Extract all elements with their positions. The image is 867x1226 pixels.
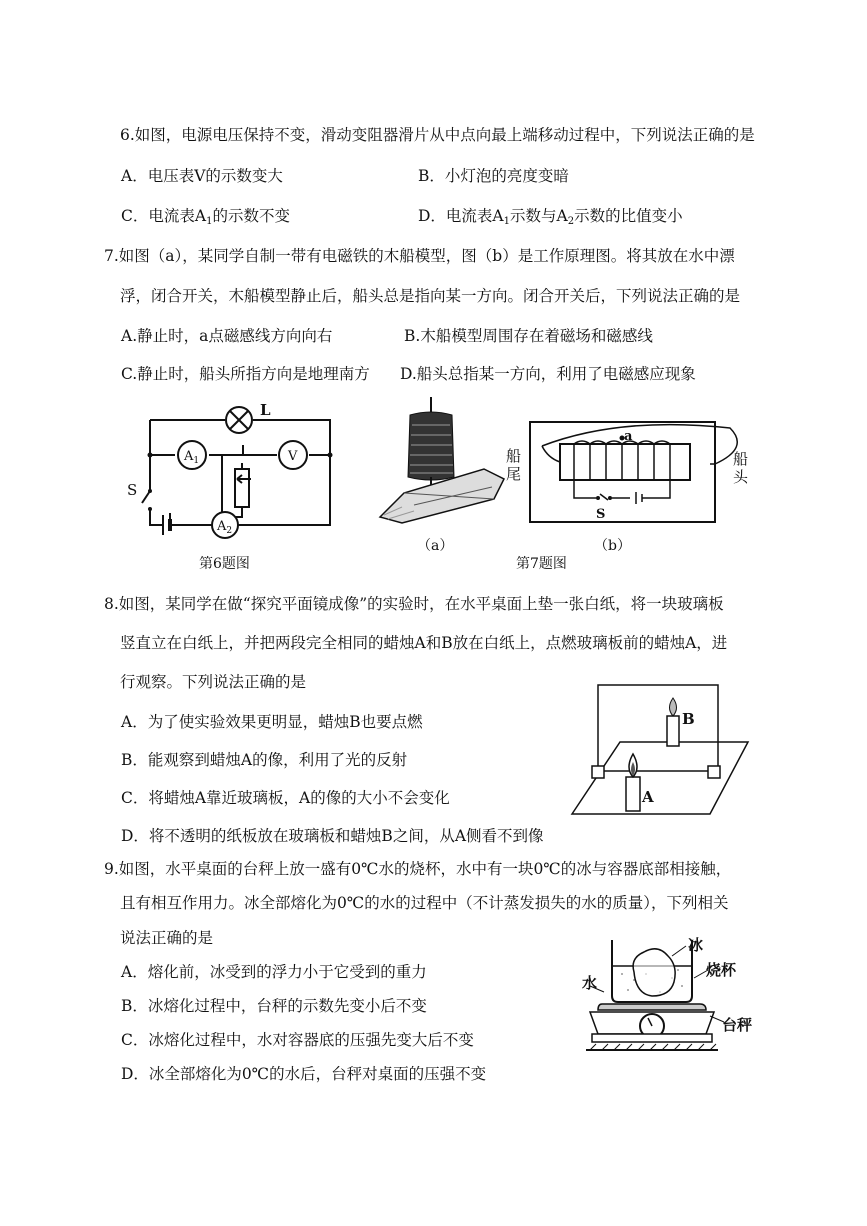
- fig9-beaker-scale: [582, 930, 767, 1065]
- q7-stem-line1: 7.如图（a），某同学自制一带有电磁铁的木船模型，图（b）是工作原理图。将其放在水中漂: [104, 247, 735, 265]
- fig6-switch-label: S: [127, 481, 138, 499]
- q6-option-d-sub1: 1: [503, 216, 510, 227]
- fig7-caption: 第7题图: [516, 556, 567, 572]
- q9-option-d[interactable]: D．冰全部熔化为0℃的水后，台秤对桌面的压强不变: [121, 1065, 487, 1083]
- fig6-voltmeter-label: V: [288, 449, 298, 464]
- fig9-beaker-label: 烧杯: [706, 961, 737, 979]
- fig7b-switch-label: S: [596, 507, 606, 522]
- q7-stem-line2: 浮，闭合开关，木船模型静止后，船头总是指向某一方向。闭合开关后，下列说法正确的是: [120, 287, 741, 305]
- q9-option-a[interactable]: A．熔化前，冰受到的浮力小于它受到的重力: [121, 963, 427, 981]
- q6-option-d[interactable]: [418, 204, 683, 227]
- fig6-caption: 第6题图: [199, 556, 250, 572]
- q8-option-b[interactable]: B．能观察到蜡烛A的像，利用了光的反射: [121, 751, 408, 769]
- q6-option-c-post: 的示数不变: [212, 207, 290, 225]
- fig6-ammeter2-sub: 2: [226, 526, 233, 536]
- fig6-ammeter1-letter: A: [184, 449, 194, 464]
- q7-option-b[interactable]: B.木船模型周围存在着磁场和磁感线: [404, 327, 653, 345]
- fig7b-stern-label: 船尾: [506, 447, 522, 483]
- q6-option-a[interactable]: A．电压表V的示数变大: [121, 167, 283, 185]
- fig7b-principle-diagram: [500, 408, 745, 528]
- fig7a-label: （a）: [417, 538, 454, 554]
- q7-option-d[interactable]: D.船头总指某一方向，利用了电磁感应现象: [400, 365, 696, 383]
- q6-option-b[interactable]: B．小灯泡的亮度变暗: [418, 167, 569, 185]
- q6-option-c-pre: C．电流表A: [121, 207, 207, 225]
- q7-option-a[interactable]: A.静止时，a点磁感线方向向右: [121, 327, 333, 345]
- q8-stem-line1: 8.如图，某同学在做“探究平面镜成像”的实验时，在水平桌面上垫一张白纸，将一块玻璃板: [104, 595, 724, 613]
- q7-option-c[interactable]: C.静止时，船头所指方向是地理南方: [121, 365, 370, 383]
- q9-stem-line3: 说法正确的是: [120, 929, 214, 947]
- q8-option-c[interactable]: C．将蜡烛A靠近玻璃板，A的像的大小不会变化: [121, 789, 450, 807]
- fig9-water-label: 水: [582, 974, 598, 992]
- fig6-lamp-label: L: [260, 401, 271, 419]
- q6-stem: 6.如图，电源电压保持不变，滑动变阻器滑片从中点向最上端移动过程中，下列说法正确的是: [120, 126, 755, 144]
- q8-option-a[interactable]: A．为了使实验效果更明显，蜡烛B也要点燃: [121, 713, 423, 731]
- fig6-ammeter2-letter: A: [217, 519, 227, 534]
- q8-option-d[interactable]: D．将不透明的纸板放在玻璃板和蜡烛B之间，从A侧看不到像: [121, 827, 544, 845]
- q6-option-c-sub: 1: [206, 216, 213, 227]
- fig9-ice-label: 冰: [688, 936, 704, 954]
- fig8-candle-b-label: B: [682, 710, 695, 728]
- q9-option-c[interactable]: C．冰熔化过程中，水对容器底的压强先变大后不变: [121, 1031, 474, 1049]
- fig7a-boat-illustration: [374, 395, 509, 530]
- q8-stem-line3: 行观察。下列说法正确的是: [120, 673, 307, 691]
- q9-stem-line2: 且有相互作用力。冰全部熔化为0℃的水的过程中（不计蒸发损失的水的质量），下列相关: [120, 894, 729, 912]
- fig7b-bow-label: 船头: [733, 450, 749, 486]
- fig6-ammeter1-sub: 1: [193, 456, 200, 466]
- q8-stem-line2: 竖直立在白纸上，并把两段完全相同的蜡烛A和B放在白纸上，点燃玻璃板前的蜡烛A，进: [120, 634, 728, 652]
- q6-option-d-pre: D．电流表A: [418, 207, 504, 225]
- fig9-scale-label: 台秤: [722, 1016, 753, 1034]
- q6-option-d-sub2: 2: [567, 216, 575, 227]
- q6-option-d-mid: 示数与A: [510, 207, 568, 225]
- fig6-circuit-diagram: [125, 395, 340, 545]
- fig8-mirror-experiment: [570, 680, 750, 820]
- q9-option-b[interactable]: B．冰熔化过程中，台秤的示数先变小后不变: [121, 997, 427, 1015]
- fig8-candle-a-label: A: [642, 788, 654, 806]
- q6-option-d-post: 示数的比值变小: [574, 207, 683, 225]
- q6-option-c[interactable]: [121, 204, 290, 227]
- fig7b-label: （b）: [594, 538, 631, 554]
- fig7b-point-a: a: [624, 429, 633, 444]
- q9-stem-line1: 9.如图，水平桌面的台秤上放一盛有0℃水的烧杯，水中有一块0℃的冰与容器底部相接触，: [104, 860, 732, 878]
